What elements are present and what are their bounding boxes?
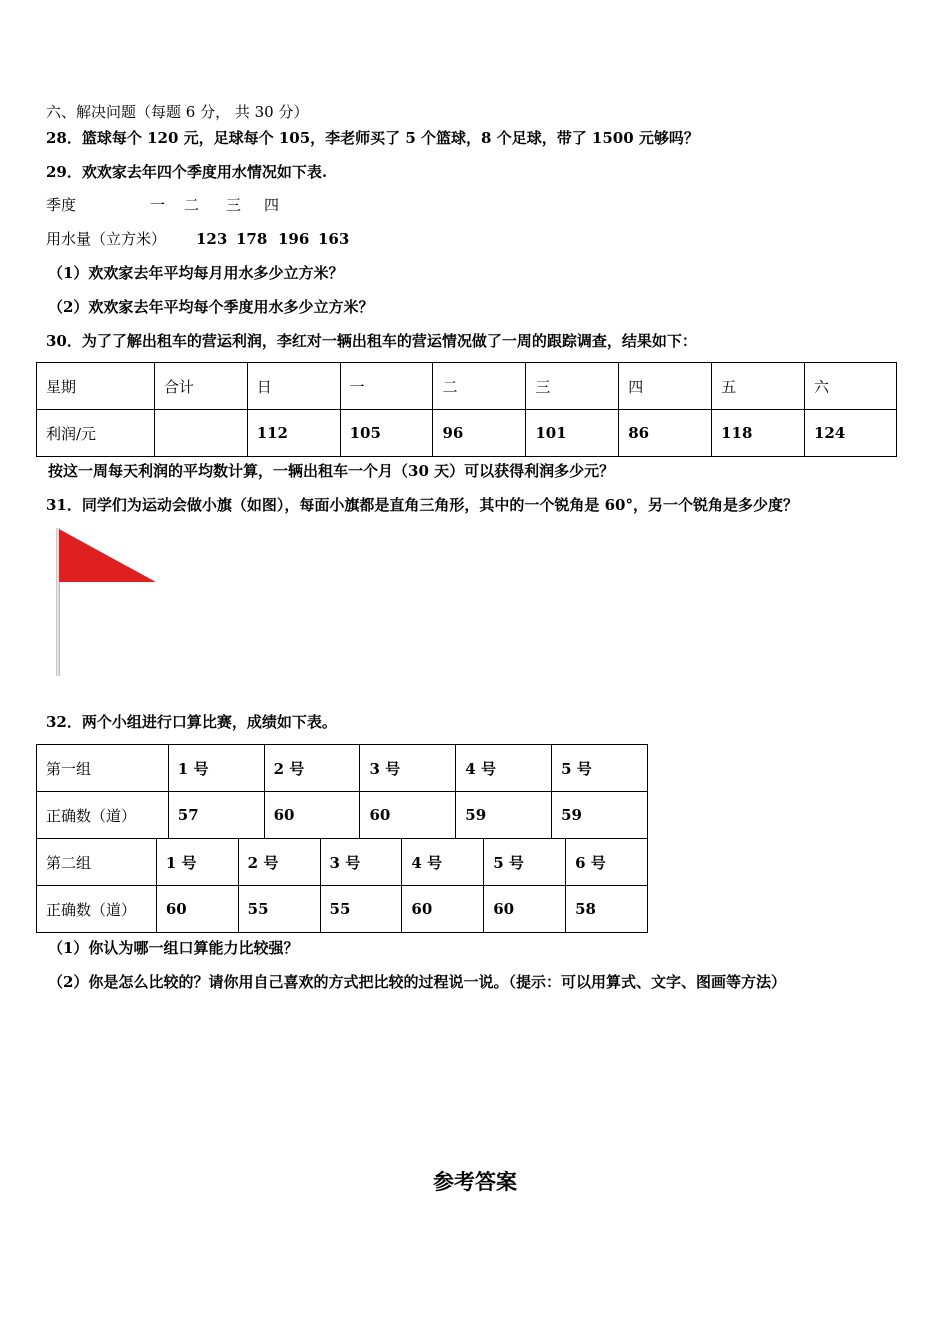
table-cell: 4 号 — [402, 839, 484, 886]
flag-figure — [50, 526, 162, 678]
season-row — [46, 195, 279, 215]
question-32-sub2: （2）你是怎么比较的？请你用自己喜欢的方式把比较的过程说一说。（提示：可以用算式、文字、图画等方法） — [48, 973, 786, 991]
table-cell: 105 — [340, 410, 433, 457]
table-cell: 第二组 — [37, 839, 157, 886]
table-cell: 58 — [566, 886, 648, 933]
table-cell: 3 号 — [320, 839, 402, 886]
table-cell: 60 — [484, 886, 566, 933]
table-cell: 6 号 — [566, 839, 648, 886]
table-cell: 2 号 — [238, 839, 320, 886]
table-cell: 60 — [402, 886, 484, 933]
question-28: 28．篮球每个 120 元，足球每个 105，李老师买了 5 个篮球，8 个足球，带了 1500 元够吗？ — [46, 129, 699, 147]
table-cell: 59 — [552, 792, 648, 839]
table-cell: 二 — [433, 363, 526, 410]
table-cell: 一 — [340, 363, 433, 410]
group1-header — [37, 745, 648, 792]
table-cell: 正确数（道） — [37, 792, 169, 839]
question-31-stem: 31．同学们为运动会做小旗（如图），每面小旗都是直角三角形，其中的一个锐角是 60°，另一个锐角是多少度？ — [46, 496, 798, 514]
table-cell: 96 — [433, 410, 526, 457]
profit-table-row — [37, 410, 897, 457]
usage-3: 196 — [278, 230, 310, 248]
table-cell: 60 — [264, 792, 360, 839]
table-cell: 60 — [156, 886, 238, 933]
table-cell: 1 号 — [156, 839, 238, 886]
question-30-question: 按这一周每天利润的平均数计算，一辆出租车一个月（30 天）可以获得利润多少元？ — [48, 462, 615, 480]
table-cell: 5 号 — [552, 745, 648, 792]
question-32-sub1: （1）你认为哪一组口算能力比较强？ — [48, 939, 299, 957]
table-cell: 124 — [805, 410, 897, 457]
season-1: 一 — [150, 196, 166, 214]
flag-triangle — [59, 529, 156, 582]
table-cell: 5 号 — [484, 839, 566, 886]
usage-1: 123 — [196, 230, 228, 248]
section-heading: 六、解决问题（每题 6 分， 共 30 分） — [46, 103, 309, 121]
table-cell: 日 — [247, 363, 340, 410]
table-cell: 第一组 — [37, 745, 169, 792]
table-cell: 五 — [712, 363, 805, 410]
season-4: 四 — [264, 196, 280, 214]
table-cell: 正确数（道） — [37, 886, 157, 933]
group1-table — [36, 744, 648, 839]
profit-table-header — [37, 363, 897, 410]
profit-table — [36, 362, 897, 457]
table-cell: 星期 — [37, 363, 155, 410]
table-cell — [154, 410, 247, 457]
question-29-sub1: （1）欢欢家去年平均每月用水多少立方米？ — [48, 264, 344, 282]
usage-2: 178 — [236, 230, 268, 248]
group1-row — [37, 792, 648, 839]
table-cell: 三 — [526, 363, 619, 410]
table-cell: 六 — [805, 363, 897, 410]
table-cell: 4 号 — [456, 745, 552, 792]
table-cell: 55 — [238, 886, 320, 933]
table-cell: 3 号 — [360, 745, 456, 792]
table-cell: 118 — [712, 410, 805, 457]
question-29-stem: 29．欢欢家去年四个季度用水情况如下表. — [46, 163, 328, 181]
table-cell: 57 — [168, 792, 264, 839]
table-cell: 2 号 — [264, 745, 360, 792]
table-cell: 利润/元 — [37, 410, 155, 457]
season-label: 季度 — [46, 196, 77, 214]
usage-label: 用水量（立方米） — [46, 230, 167, 248]
group2-header — [37, 839, 648, 886]
question-30-stem: 30．为了了解出租车的营运利润，李红对一辆出租车的营运情况做了一周的跟踪调查，结果如下： — [46, 332, 697, 350]
table-cell: 86 — [619, 410, 712, 457]
usage-row — [46, 229, 349, 249]
season-2: 二 — [184, 196, 200, 214]
group2-row — [37, 886, 648, 933]
question-29-sub2: （2）欢欢家去年平均每个季度用水多少立方米？ — [48, 298, 374, 316]
table-cell: 合计 — [154, 363, 247, 410]
group2-table — [36, 839, 648, 933]
table-cell: 59 — [456, 792, 552, 839]
table-cell: 55 — [320, 886, 402, 933]
question-32-stem: 32．两个小组进行口算比赛，成绩如下表。 — [46, 713, 337, 731]
season-3: 三 — [226, 196, 242, 214]
table-cell: 1 号 — [168, 745, 264, 792]
answer-title: 参考答案 — [433, 1169, 517, 1194]
table-cell: 101 — [526, 410, 619, 457]
table-cell: 四 — [619, 363, 712, 410]
table-cell: 112 — [247, 410, 340, 457]
usage-4: 163 — [318, 230, 350, 248]
table-cell: 60 — [360, 792, 456, 839]
